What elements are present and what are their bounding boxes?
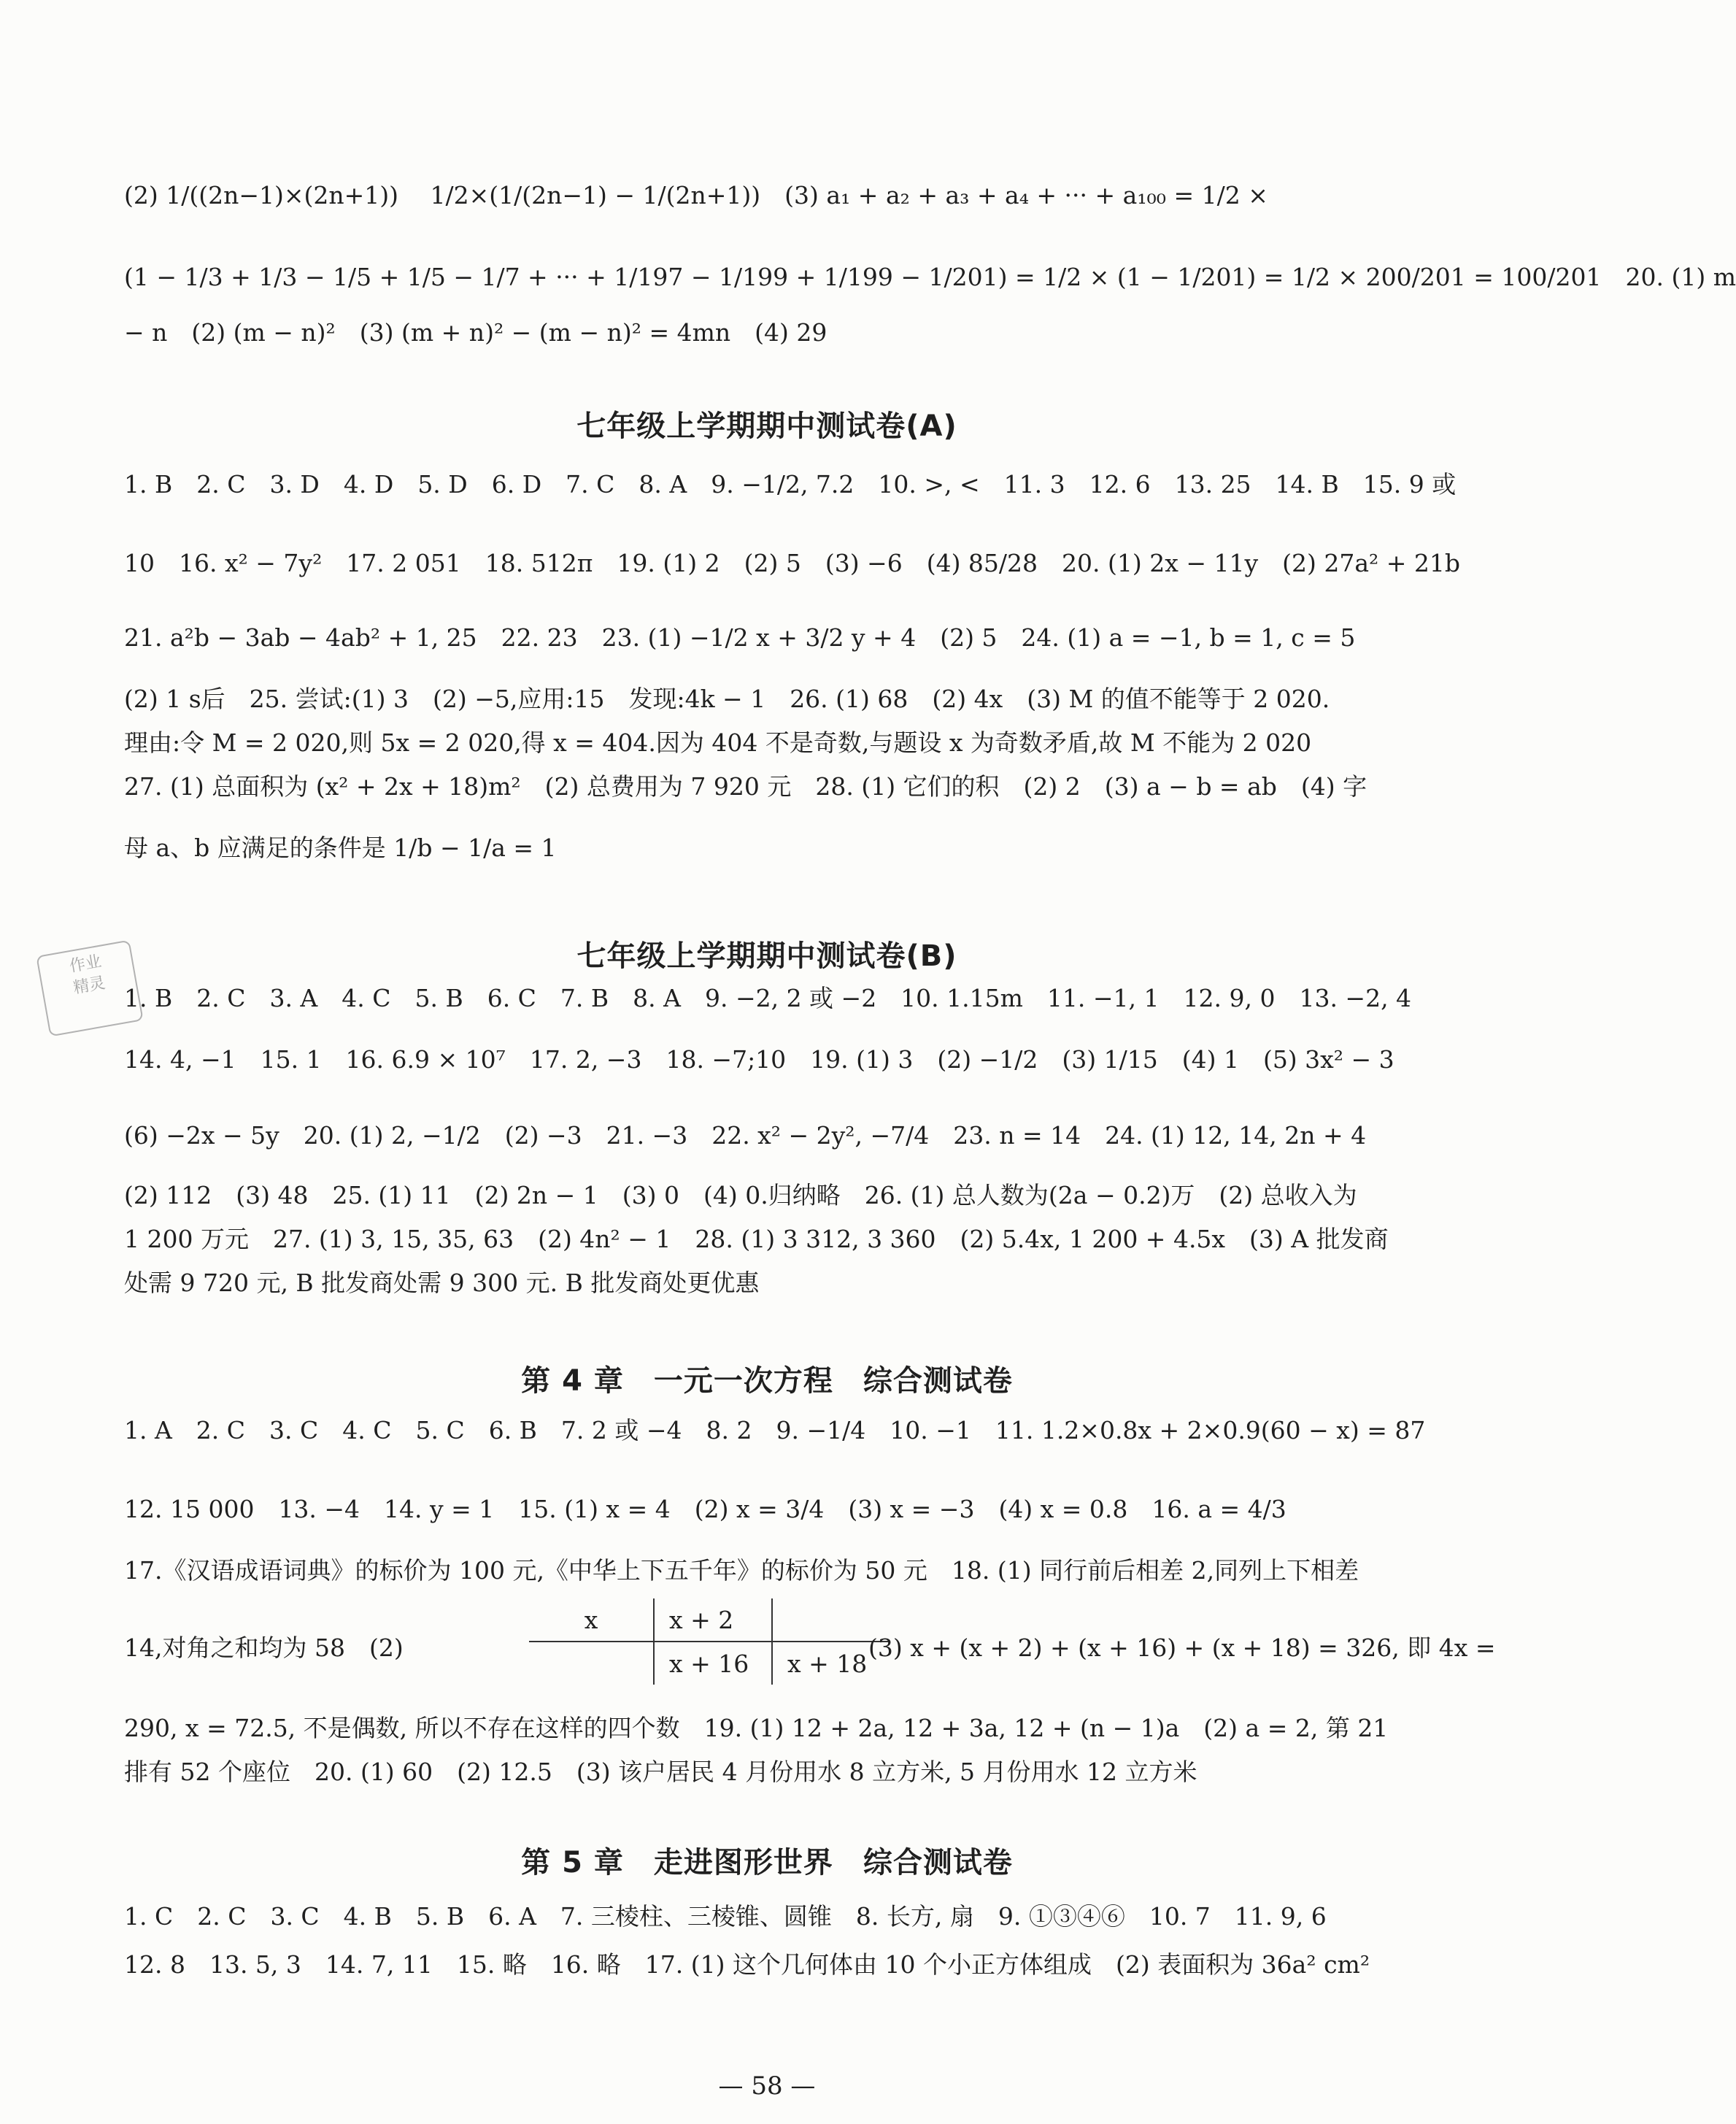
number-grid xyxy=(529,1598,890,1685)
answer-line: 1. A 2. C 3. C 4. C 5. C 6. B 7. 2 或 −4 8. 2 9. −1/4 10. −1 11. 1.2×0.8x + 2×0.9(60 − x) = 87 xyxy=(124,1416,1426,1444)
section-title: 七年级上学期期中测试卷(A) xyxy=(576,409,957,443)
answer-line: 27. (1) 总面积为 (x² + 2x + 18)m² (2) 总费用为 7 920 元 28. (1) 它们的积 (2) 2 (3) a − b = ab (4) 字 xyxy=(124,772,1367,801)
page-number: — 58 — xyxy=(718,2071,816,2101)
answer-line: 母 a、b 应满足的条件是 1/b − 1/a = 1 xyxy=(124,834,557,862)
answer-line: 处需 9 720 元, B 批发商处需 9 300 元. B 批发商处更优惠 xyxy=(124,1269,760,1297)
answer-line: 1. C 2. C 3. C 4. B 5. B 6. A 7. 三棱柱、三棱锥、圆锥 8. 长方, 扇 9. ①③④⑥ 10. 7 11. 9, 6 xyxy=(124,1902,1327,1931)
answer-line: (2) 112 (3) 48 25. (1) 11 (2) 2n − 1 (3) 0 (4) 0.归纳略 26. (1) 总人数为(2a − 0.2)万 (2) 总收入为 xyxy=(124,1181,1357,1209)
answer-line: 17.《汉语成语词典》的标价为 100 元,《中华上下五千年》的标价为 50 元 18. (1) 同行前后相差 2,同列上下相差 xyxy=(124,1556,1359,1585)
section-title: 第 4 章 一元一次方程 综合测试卷 xyxy=(521,1364,1013,1398)
answer-line: 290, x = 72.5, 不是偶数, 所以不存在这样的四个数 19. (1) 12 + 2a, 12 + 3a, 12 + (n − 1)a (2) a = 2, 第 21 xyxy=(124,1714,1389,1742)
answer-line: 10 16. x² − 7y² 17. 2 051 18. 512π 19. (1) 2 (2) 5 (3) −6 (4) 85/28 20. (1) 2x − 11y (2) 27a² + 21b xyxy=(124,549,1460,577)
answer-line: 14,对角之和均为 58 (2) xyxy=(124,1634,404,1662)
grid-cell: x xyxy=(529,1598,654,1642)
answer-line: 12. 15 000 13. −4 14. y = 1 15. (1) x = 4 (2) x = 3/4 (3) x = −3 (4) x = 0.8 16. a = 4/3 xyxy=(124,1495,1286,1523)
grid-cell: x + 18 xyxy=(787,1649,868,1678)
watermark-stamp: 作业 精灵 xyxy=(36,940,143,1037)
answer-line: 14. 4, −1 15. 1 16. 6.9 × 10⁷ 17. 2, −3 18. −7;10 19. (1) 3 (2) −1/2 (3) 1/15 (4) 1 (5) 3x² − 3 xyxy=(124,1045,1394,1074)
answer-line: 理由:令 M = 2 020,则 5x = 2 020,得 x = 404.因为 404 不是奇数,与题设 x 为奇数矛盾,故 M 不能为 2 020 xyxy=(124,728,1312,757)
answer-line: 12. 8 13. 5, 3 14. 7, 11 15. 略 16. 略 17. (1) 这个几何体由 10 个小正方体组成 (2) 表面积为 36a² cm² xyxy=(124,1950,1370,1979)
answer-line: 1. B 2. C 3. A 4. C 5. B 6. C 7. B 8. A 9. −2, 2 或 −2 10. 1.15m 11. −1, 1 12. 9, 0 13. −2, 4 xyxy=(124,984,1412,1012)
answer-line: − n (2) (m − n)² (3) (m + n)² − (m − n)² = 4mn (4) 29 xyxy=(124,318,828,347)
answer-line: 1. B 2. C 3. D 4. D 5. D 6. D 7. C 8. A 9. −1/2, 7.2 10. >, < 11. 3 12. 6 13. 25 14. B 15. 9 或 xyxy=(124,470,1457,499)
grid-cell xyxy=(529,1642,654,1685)
answer-line: 1 200 万元 27. (1) 3, 15, 35, 63 (2) 4n² − 1 28. (1) 3 312, 3 360 (2) 5.4x, 1 200 + 4.5x (3) A 批发商 xyxy=(124,1225,1389,1253)
answer-line: (2) 1/((2n−1)×(2n+1)) 1/2×(1/(2n−1) − 1/(2n+1)) (3) a₁ + a₂ + a₃ + a₄ + ··· + a₁₀₀ = 1/2 × xyxy=(124,181,1268,209)
grid-cell: x + 16 xyxy=(654,1642,772,1685)
section-title: 七年级上学期期中测试卷(B) xyxy=(576,939,957,973)
grid-cell: x + 2 xyxy=(654,1598,772,1642)
section-title: 第 5 章 走进图形世界 综合测试卷 xyxy=(521,1846,1013,1879)
answer-line: 21. a²b − 3ab − 4ab² + 1, 25 22. 23 23. (1) −1/2 x + 3/2 y + 4 (2) 5 24. (1) a = −1, b = 1, c = 5 xyxy=(124,623,1356,652)
answer-line: (3) x + (x + 2) + (x + 16) + (x + 18) = 326, 即 4x = xyxy=(868,1634,1496,1662)
answer-line: 排有 52 个座位 20. (1) 60 (2) 12.5 (3) 该户居民 4 月份用水 8 立方米, 5 月份用水 12 立方米 xyxy=(124,1758,1197,1786)
answer-line: (1 − 1/3 + 1/3 − 1/5 + 1/5 − 1/7 + ··· + 1/197 − 1/199 + 1/199 − 1/201) = 1/2 × (1 − 1/201) = 1/2 × 200/201 = 100/201 20. (1) m xyxy=(124,263,1736,291)
answer-line: (2) 1 s后 25. 尝试:(1) 3 (2) −5,应用:15 发现:4k − 1 26. (1) 68 (2) 4x (3) M 的值不能等于 2 020. xyxy=(124,685,1330,713)
answer-line: (6) −2x − 5y 20. (1) 2, −1/2 (2) −3 21. −3 22. x² − 2y², −7/4 23. n = 14 24. (1) 12, 14, 2n + 4 xyxy=(124,1121,1367,1150)
